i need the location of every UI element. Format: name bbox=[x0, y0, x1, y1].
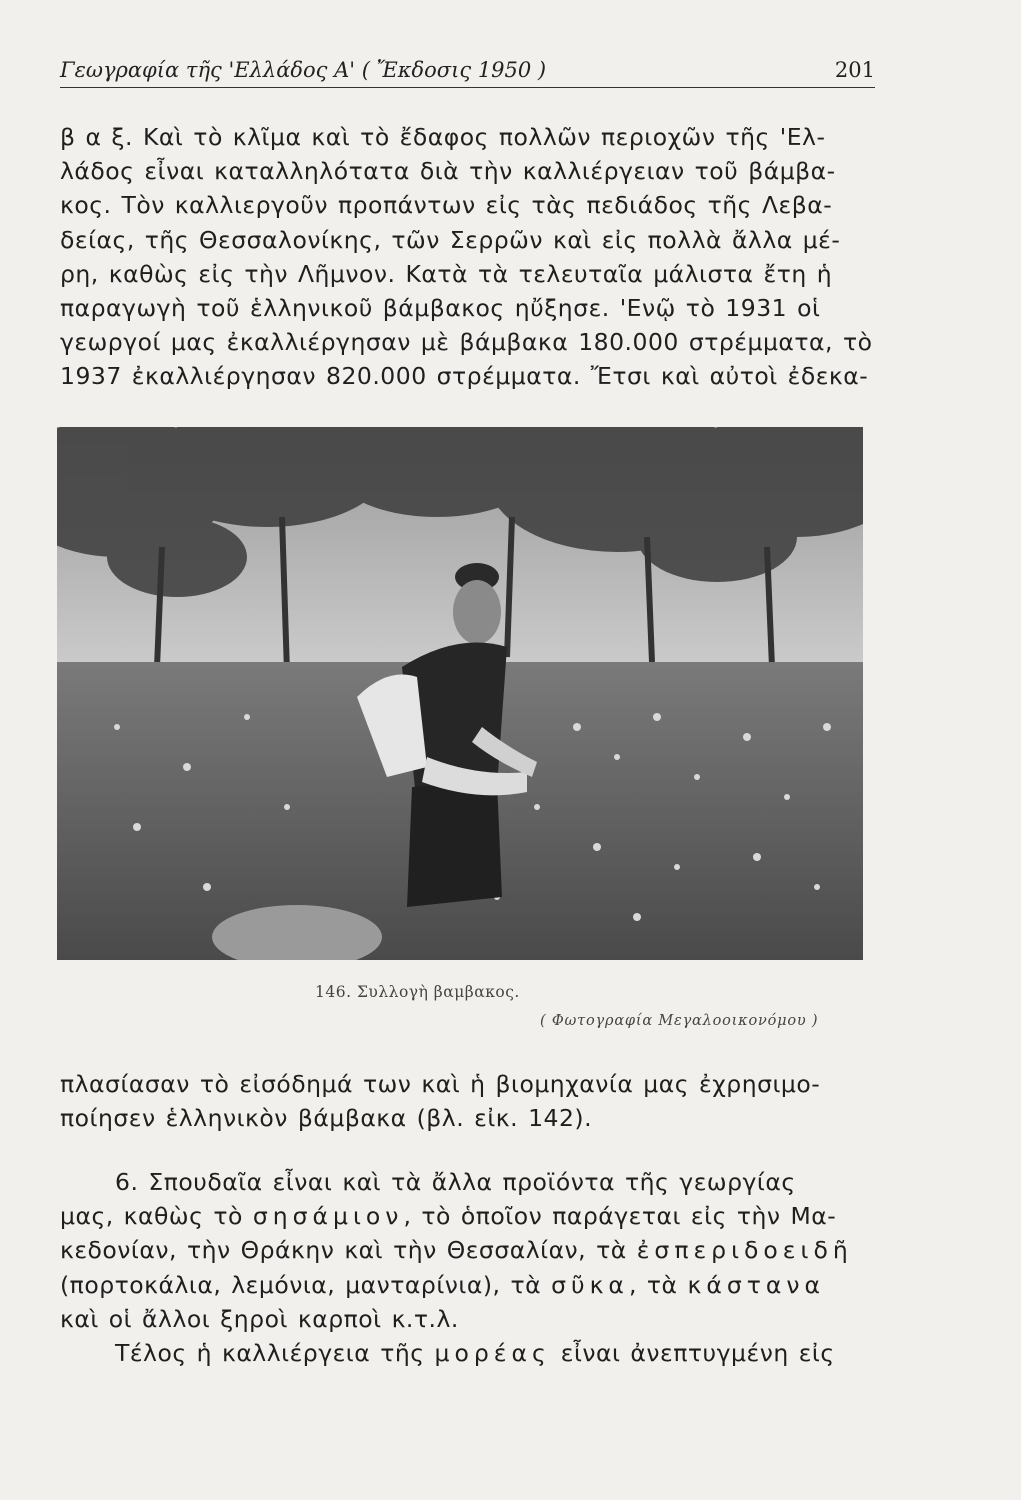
page-number: 201 bbox=[834, 58, 875, 82]
middle-paragraph bbox=[60, 1067, 895, 1135]
text-line: ποίησεν ἑλληνικὸν βάμβακα (βλ. εἰκ. 142). bbox=[60, 1104, 593, 1133]
photo-credit: ( Φωτογραφία Μεγαλοοικονόμου ) bbox=[540, 1013, 819, 1029]
text-line: ρη, καθὼς εἰς τὴν Λῆμνον. Κατὰ τὰ τελευταῖα μάλιστα ἔτη ἡ bbox=[60, 259, 833, 288]
cotton-harvest-photo bbox=[57, 427, 863, 960]
emphasized-term: μορέας bbox=[434, 1339, 551, 1368]
text-line: καὶ οἱ ἄλλοι ξηροὶ καρποὶ κ.τ.λ. bbox=[60, 1304, 459, 1333]
text-line: γεωργοί μας ἐκαλλιέργησαν μὲ βάμβακα 180.000 στρέμματα, τὸ bbox=[60, 328, 873, 357]
emphasized-term: σησάμιον bbox=[252, 1202, 404, 1231]
header-title: Γεωγραφία τῆς 'Ελλάδος Α' ( Ἔκδοσις 1950 ) bbox=[60, 58, 547, 82]
text-line: (πορτοκάλια, λεμόνια, μανταρίνια), τὰ σῦκα, τὰ κάστανα bbox=[60, 1270, 825, 1299]
text-line: 1937 ἐκαλλιέργησαν 820.000 στρέμματα. Ἔτσι καὶ αὐτοὶ ἐδεκα- bbox=[60, 362, 869, 391]
emphasized-term: σῦκα bbox=[551, 1270, 629, 1299]
emphasized-term: κάστανα bbox=[687, 1270, 825, 1299]
section-6 bbox=[60, 1165, 895, 1370]
running-header bbox=[60, 55, 875, 88]
text-line: πλασίασαν τὸ εἰσόδημά των καὶ ἡ βιομηχανία μας ἐχρησιμο- bbox=[60, 1070, 821, 1098]
figure-caption: 146. Συλλογὴ βαμβακος. bbox=[315, 983, 520, 1001]
text-line: 6. Σπουδαῖα εἶναι καὶ τὰ ἄλλα προϊόντα τῆς γεωργίας bbox=[115, 1168, 796, 1196]
text-line: λάδος εἶναι καταλληλότατα διὰ τὴν καλλιέργειαν τοῦ βάμβα- bbox=[60, 157, 836, 186]
text-line: κος. Τὸν καλλιεργοῦν προπάντων εἰς τὰς πεδιάδος τῆς Λεβα- bbox=[60, 191, 833, 220]
top-paragraph bbox=[60, 120, 895, 394]
photo-illustration bbox=[57, 427, 863, 960]
text-line: δείας, τῆς Θεσσαλονίκης, τῶν Σερρῶν καὶ εἰς πολλὰ ἄλλα μέ- bbox=[60, 225, 841, 254]
text-line: β α ξ. Καὶ τὸ κλῖμα καὶ τὸ ἔδαφος πολλῶν περιοχῶν τῆς 'Ελ- bbox=[60, 123, 826, 151]
text-line: Τέλος ἡ καλλιέργεια τῆς μορέας εἶναι ἀνεπτυγμένη εἰς bbox=[115, 1339, 835, 1368]
text-line: μας, καθὼς τὸ σησάμιον, τὸ ὁποῖον παράγεται εἰς τὴν Μα- bbox=[60, 1202, 837, 1231]
text-line: κεδονίαν, τὴν Θράκην καὶ τὴν Θεσσαλίαν, τὰ ἐσπεριδοειδῆ bbox=[60, 1236, 853, 1265]
text-line: παραγωγὴ τοῦ ἑλληνικοῦ βάμβακος ηὔξησε. 'Ενῷ τὸ 1931 οἱ bbox=[60, 294, 821, 323]
emphasized-term: ἐσπεριδοειδῆ bbox=[636, 1236, 853, 1265]
